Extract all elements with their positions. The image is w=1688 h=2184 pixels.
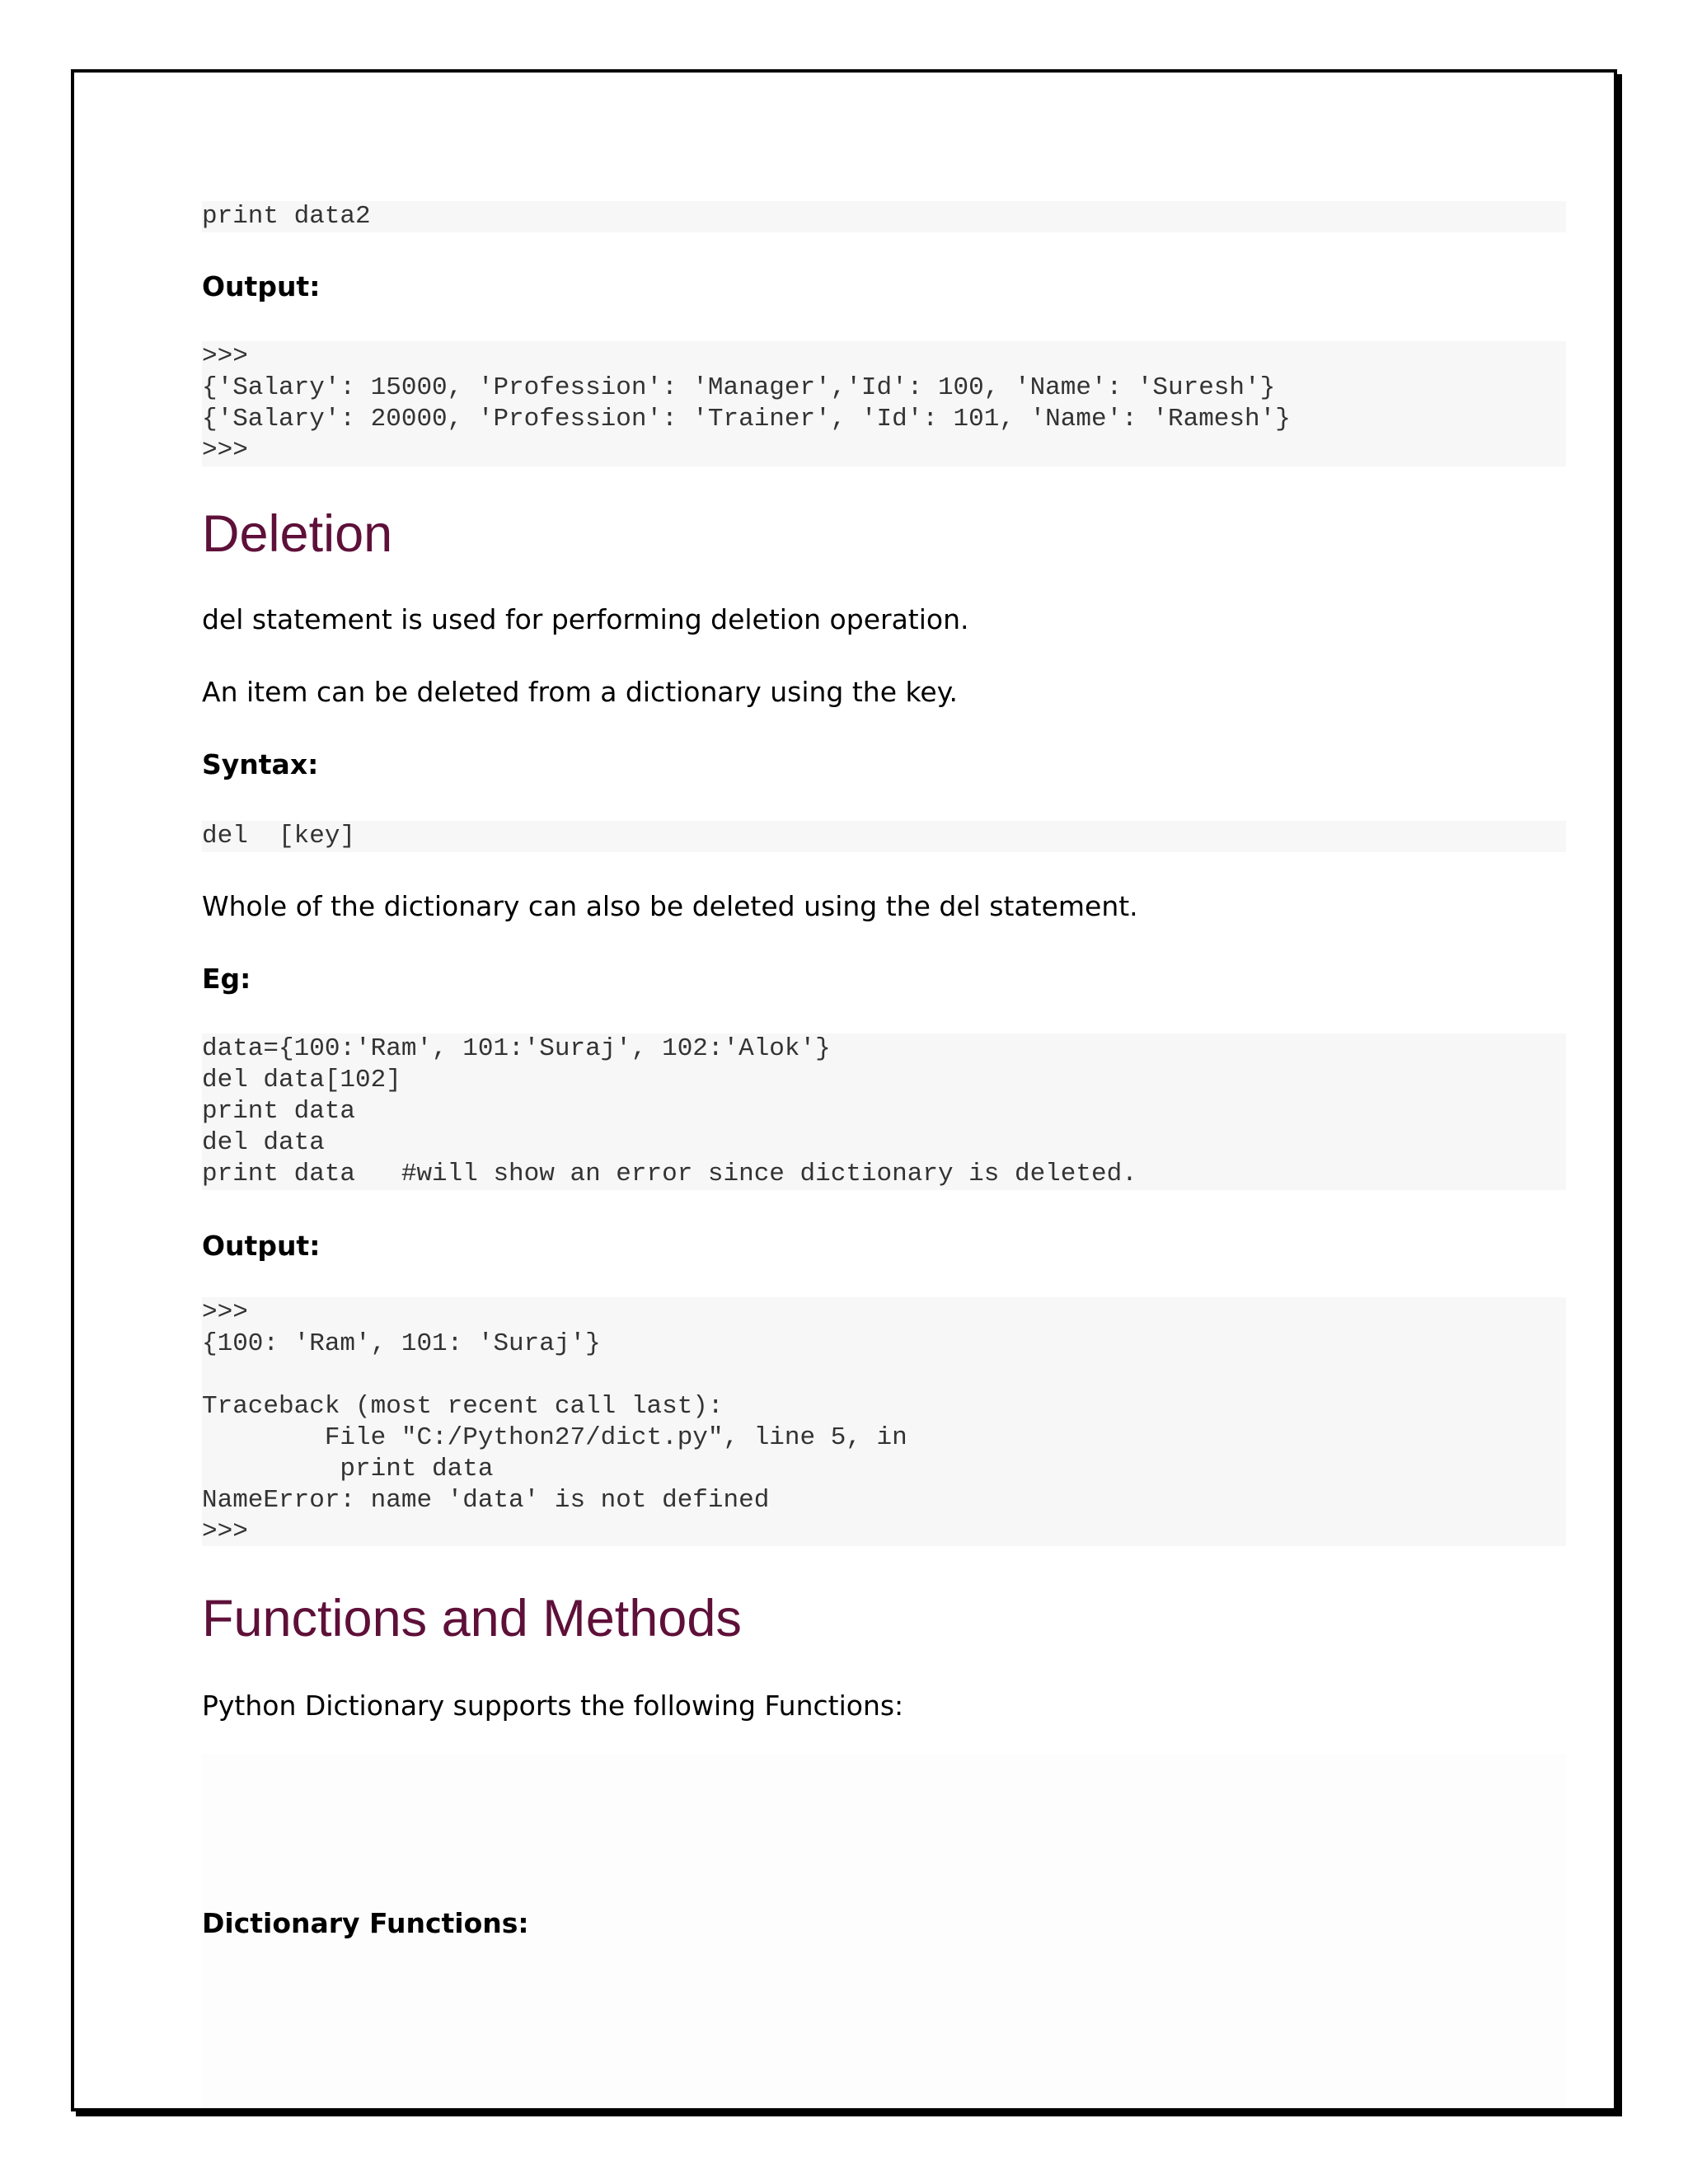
deletion-paragraph-2: An item can be deleted from a dictionary using the key. xyxy=(202,676,959,708)
section-heading-deletion: Deletion xyxy=(202,505,393,563)
example-label: Eg: xyxy=(202,963,251,995)
output-label: Output: xyxy=(202,270,321,302)
dictionary-functions-label: Dictionary Functions: xyxy=(202,1907,529,1939)
deletion-paragraph-3: Whole of the dictionary can also be deleted using the del statement. xyxy=(202,890,1138,922)
syntax-code-block: del [key] xyxy=(202,821,1566,852)
section-heading-functions: Functions and Methods xyxy=(202,1590,742,1647)
page-frame xyxy=(71,69,1617,2111)
code-block-print-data2: print data2 xyxy=(202,201,1566,232)
deletion-output-code-block: >>> {100: 'Ram', 101: 'Suraj'} Traceback (most recent call last): File "C:/Python27/dict.py", line 5, in print data NameError: name 'data' is not defined >>> xyxy=(202,1297,1566,1546)
deletion-output-label: Output: xyxy=(202,1230,321,1262)
syntax-label: Syntax: xyxy=(202,748,319,780)
deletion-paragraph-1: del statement is used for performing deletion operation. xyxy=(202,603,969,635)
example-code-block: data={100:'Ram', 101:'Suraj', 102:'Alok'} del data[102] print data del data print data #will show an error since dictionary is deleted. xyxy=(202,1033,1566,1190)
output-code-block: >>> {'Salary': 15000, 'Profession': 'Manager','Id': 100, 'Name': 'Suresh'} {'Salary': 20000, 'Profession': 'Trainer', 'Id': 101, 'Name': 'Ramesh'} >>> xyxy=(202,341,1566,466)
functions-paragraph: Python Dictionary supports the following Functions: xyxy=(202,1690,904,1722)
